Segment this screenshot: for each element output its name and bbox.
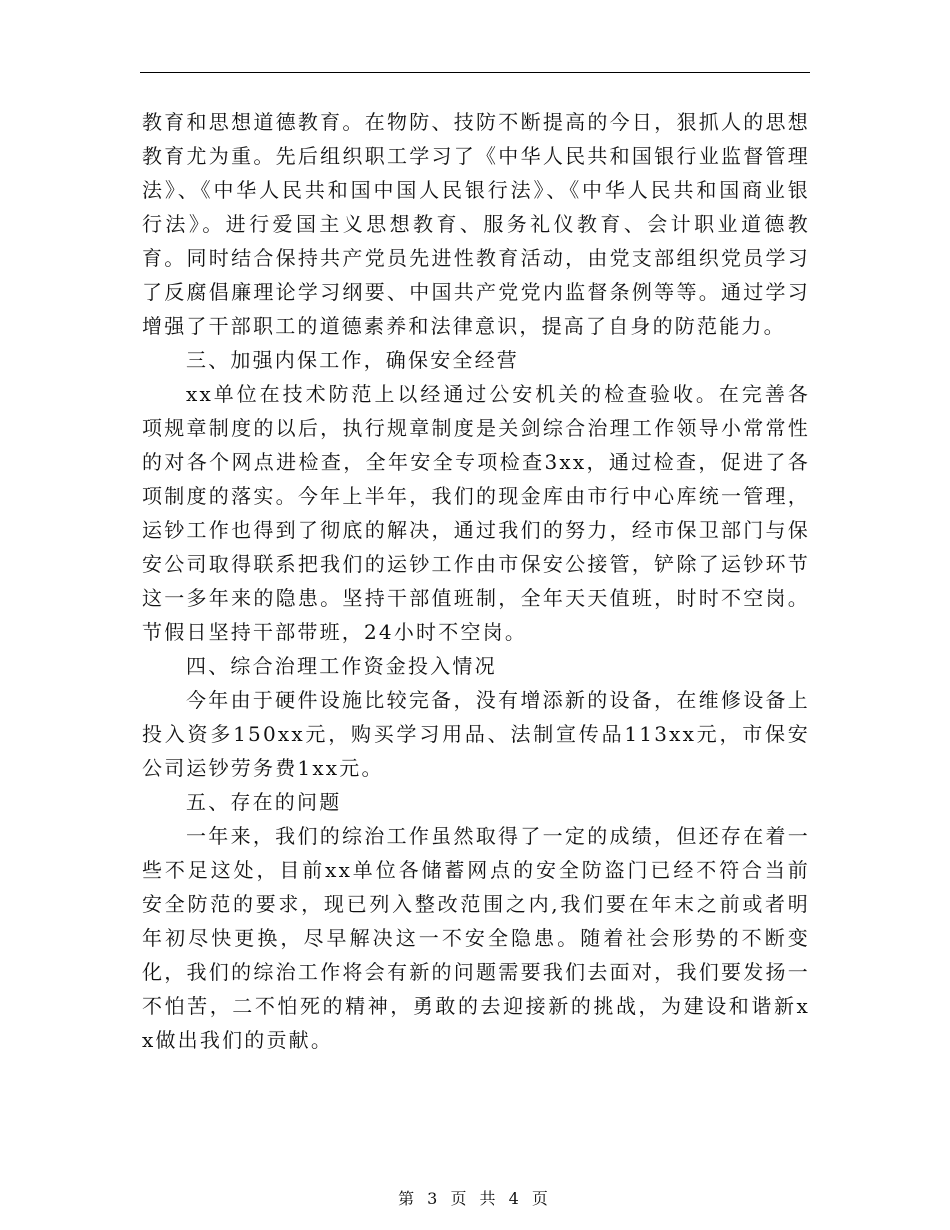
section-heading-funding: 四、综合治理工作资金投入情况: [186, 654, 497, 678]
page-number: 第 3 页 共 4 页: [398, 1189, 552, 1208]
paragraph-education: 教育和思想道德教育。在物防、技防不断提高的今日，狠抓人的思想教育尤为重。先后组织职工学习了《中华人民共和国银行业监督管理法》、《中华人民共和国中国人民银行法》、《中华人民共和国商业银行法》。进行爱国主义思想教育、服务礼仪教育、会计职业道德教育。同时结合保持共产党员先进性教育活动，由党支部组织党员学习了反腐倡廉理论学习纲要、中国共产党党内监督条例等等。通过学习增强了干部职工的道德素养和法律意识，提高了自身的防范能力。: [142, 110, 810, 338]
header-rule: [140, 72, 810, 73]
section-heading-problems: 五、存在的问题: [186, 790, 342, 814]
document-body: [142, 105, 810, 1057]
paragraph-funding: 今年由于硬件设施比较完备，没有增添新的设备，在维修设备上投入资多150xx元，购买学习用品、法制宣传品113xx元，市保安公司运钞劳务费1xx元。: [142, 688, 810, 780]
paragraph-problems: 一年来，我们的综治工作虽然取得了一定的成绩，但还存在着一些不足这处，目前xx单位各储蓄网点的安全防盗门已经不符合当前安全防范的要求，现已列入整改范围之内,我们要在年末之前或者明年初尽快更换，尽早解决这一不安全隐患。随着社会形势的不断变化，我们的综治工作将会有新的问题需要我们去面对，我们要发扬一不怕苦，二不怕死的精神，勇敢的去迎接新的挑战，为建设和谐新xx做出我们的贡献。: [142, 824, 810, 1052]
paragraph-internal-security: xx单位在技术防范上以经通过公安机关的检查验收。在完善各项规章制度的以后，执行规章制度是关剑综合治理工作领导小常常性的对各个网点进检查，全年安全专项检查3xx，通过检查，促进了各项制度的落实。今年上半年，我们的现金库由市行中心库统一管理，运钞工作也得到了彻底的解决，通过我们的努力，经市保卫部门与保安公司取得联系把我们的运钞工作由市保安公接管，铲除了运钞环节这一多年来的隐患。坚持干部值班制，全年天天值班，时时不空岗。节假日坚持干部带班，24小时不空岗。: [142, 382, 810, 644]
section-heading-internal-security: 三、加强内保工作，确保安全经营: [186, 348, 519, 372]
